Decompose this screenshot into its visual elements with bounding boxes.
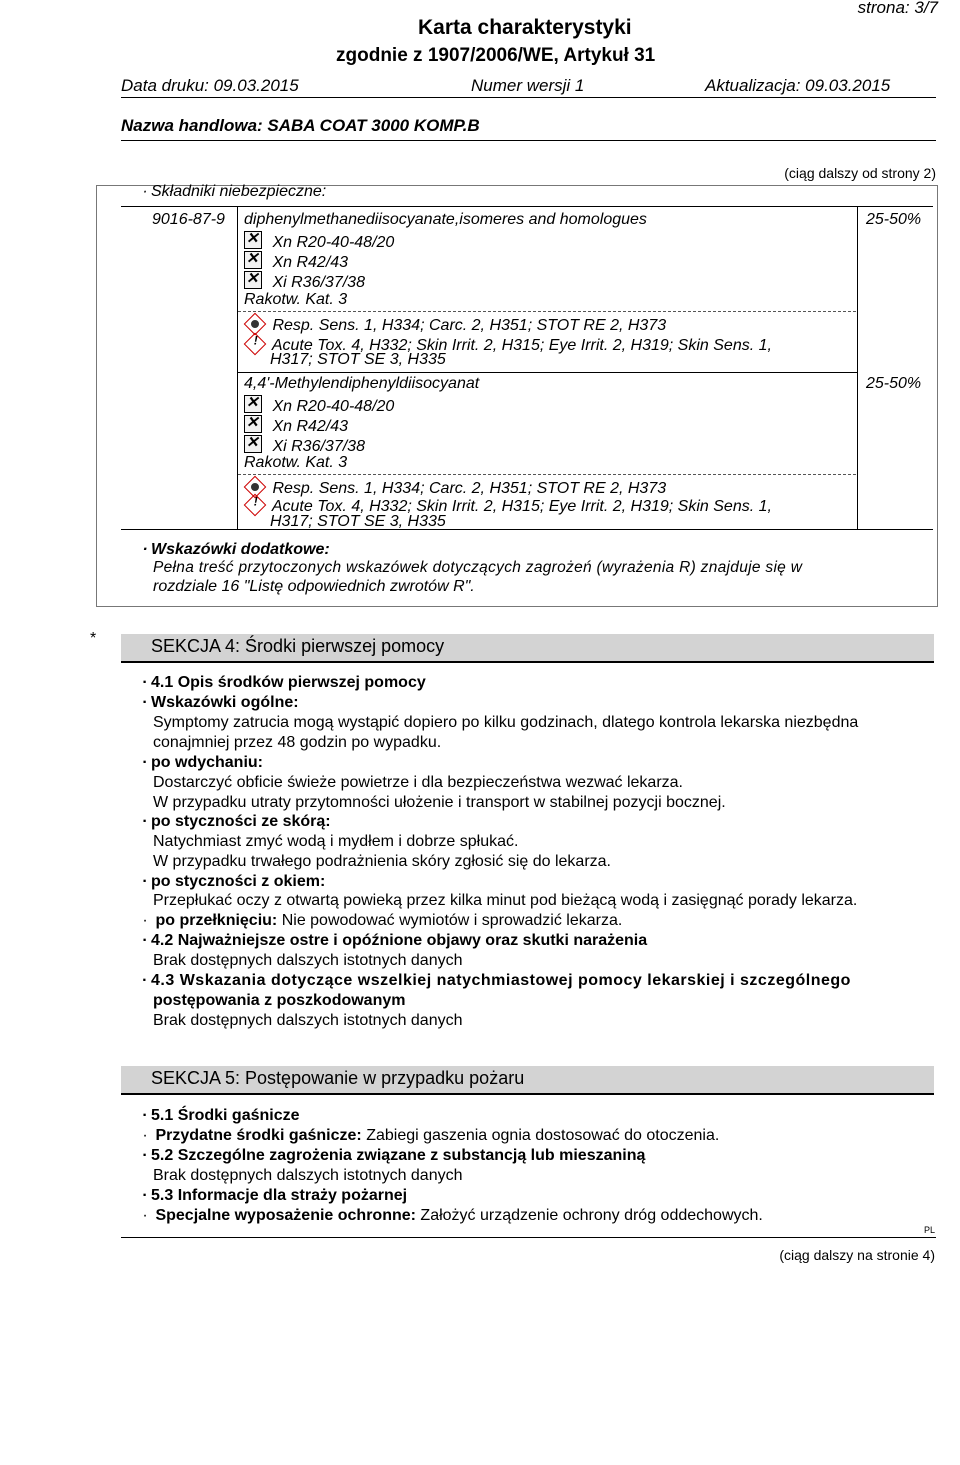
ingredients-heading: · Składniki niebezpieczne:	[153, 183, 326, 201]
col-sep-1	[237, 206, 238, 529]
irritant-x-icon	[244, 435, 262, 453]
revision-marker: *	[90, 630, 97, 647]
skin-contact-text: W przypadku trwałego podrażnienia skóry zgłosić się do lekarza.	[153, 853, 611, 870]
dashed-separator	[238, 311, 856, 312]
h-phrase: H317; STOT SE 3, H335	[270, 351, 446, 368]
page-number: strona: 3/7	[857, 0, 938, 17]
harmful-x-icon	[244, 415, 262, 433]
ingredient-name: 4,4'-Methylendiphenyldiisocyanat	[244, 375, 480, 392]
subsection-4-3: postępowania z poszkodowanym	[153, 992, 406, 1009]
general-advice-text: Symptomy zatrucia mogą wystąpić dopiero po kilku godzinach, dlatego kontrola lekarska niezbędna	[153, 714, 859, 731]
r-phrase-row	[244, 271, 365, 292]
concentration: 25-50%	[866, 375, 922, 392]
ingestion-text: Nie powodować wymiotów i sprowadzić lekarza.	[281, 912, 623, 929]
subsection-4-2: · 4.2 Najważniejsze ostre i opóźnione objawy oraz skutki narażenia	[153, 932, 647, 950]
r-phrase-row	[244, 435, 365, 456]
exclamation-icon	[244, 333, 267, 356]
header-rule	[121, 97, 936, 98]
harmful-x-icon	[244, 251, 262, 269]
skin-contact-text: Natychmiast zmyć wodą i mydłem i dobrze spłukać.	[153, 833, 519, 850]
subsection-5-1: · 5.1 Środki gaśnicze	[153, 1107, 300, 1125]
section-5-title: SEKCJA 5: Postępowanie w przypadku pożaru	[151, 1068, 525, 1088]
inhalation-text: Dostarczyć obficie świeże powietrze i dla bezpieczeństwa wezwać lekarza.	[153, 774, 683, 791]
document-subtitle: zgodnie z 1907/2006/WE, Artykuł 31	[336, 45, 656, 66]
r-phrase: Xn R20-40-48/20	[272, 234, 395, 251]
additional-info-text: Pełna treść przytoczonych wskazówek dotyczących zagrożeń (wyrażenia R) znajduje się w	[153, 559, 803, 576]
subsection-4-2-text: Brak dostępnych dalszych istotnych danych	[153, 952, 463, 969]
subsection-4-1: · 4.1 Opis środków pierwszej pomocy	[153, 674, 426, 692]
version-number: Numer wersji 1	[471, 76, 585, 95]
general-advice-heading: · Wskazówki ogólne:	[153, 694, 299, 712]
ingredients-bottom-rule	[121, 529, 933, 530]
continued-from: (ciąg dalszy od strony 2)	[784, 165, 936, 181]
carcinogen-category: Rakotw. Kat. 3	[244, 291, 348, 308]
h-phrase: Resp. Sens. 1, H334; Carc. 2, H351; STOT RE 2, H373	[272, 480, 667, 497]
col-sep-2	[857, 206, 858, 529]
additional-info-text: rozdziale 16 "Listę odpowiednich zwrotów R".	[153, 578, 475, 595]
concentration: 25-50%	[866, 211, 922, 228]
ingredients-top-rule	[121, 206, 933, 207]
update-date: Aktualizacja: 09.03.2015	[705, 76, 891, 95]
suitable-media-row	[153, 1127, 719, 1145]
h-phrase: Acute Tox. 4, H332; Skin Irrit. 2, H315; Eye Irrit. 2, H319; Skin Sens. 1,	[271, 498, 772, 515]
subsection-5-3: · 5.3 Informacje dla straży pożarnej	[153, 1187, 407, 1205]
protective-equipment-row	[153, 1207, 763, 1225]
harmful-x-icon	[244, 231, 262, 249]
subsection-5-2-text: Brak dostępnych dalszych istotnych danych	[153, 1167, 463, 1184]
eye-contact-text: Przepłukać oczy z otwartą powieką przez kilka minut pod bieżącą wodą i zasięgnąć porady lekarza.	[153, 892, 858, 909]
row-separator	[238, 372, 857, 373]
h-phrase: Resp. Sens. 1, H334; Carc. 2, H351; STOT RE 2, H373	[272, 317, 667, 334]
cas-number: 9016-87-9	[152, 211, 225, 228]
section-4-title: SEKCJA 4: Środki pierwszej pomocy	[151, 636, 445, 656]
suitable-media-heading: Przydatne środki gaśnicze:	[155, 1127, 362, 1144]
ingredient-name: diphenylmethanediisocyanate,isomeres and homologues	[244, 211, 647, 228]
carcinogen-category: Rakotw. Kat. 3	[244, 454, 348, 471]
r-phrase-row	[244, 415, 348, 436]
r-phrase: Xi R36/37/38	[272, 274, 365, 291]
trade-name-rule	[121, 140, 936, 141]
general-advice-text: conajmniej przez 48 godzin po wypadku.	[153, 734, 442, 751]
subsection-4-3: · 4.3 Wskazania dotyczące wszelkiej natychmiastowej pomocy lekarskiej i szczególnego	[153, 972, 851, 990]
r-phrase-row	[244, 251, 348, 272]
subsection-5-2: · 5.2 Szczególne zagrożenia związane z substancją lub mieszaniną	[153, 1147, 645, 1165]
h-phrase-row	[244, 314, 666, 335]
section-5-header	[121, 1066, 934, 1095]
footer-rule	[121, 1237, 936, 1238]
ingestion-row	[153, 912, 622, 930]
print-date: Data druku: 09.03.2015	[121, 76, 299, 95]
document-title: Karta charakterystyki	[418, 16, 632, 39]
harmful-x-icon	[244, 395, 262, 413]
subsection-4-3-text: Brak dostępnych dalszych istotnych danych	[153, 1012, 463, 1029]
protective-equipment-heading: Specjalne wyposażenie ochronne:	[155, 1207, 416, 1224]
irritant-x-icon	[244, 271, 262, 289]
suitable-media-text: Zabiegi gaszenia ognia dostosować do otoczenia.	[366, 1127, 720, 1144]
exclamation-icon	[244, 494, 267, 517]
continued-to: (ciąg dalszy na stronie 4)	[779, 1247, 935, 1263]
inhalation-heading: · po wdychaniu:	[153, 754, 263, 772]
h-phrase: Acute Tox. 4, H332; Skin Irrit. 2, H315; Eye Irrit. 2, H319; Skin Sens. 1,	[271, 337, 772, 354]
r-phrase: Xn R42/43	[272, 254, 349, 271]
dashed-separator	[238, 474, 856, 475]
r-phrase-row	[244, 231, 394, 252]
ingestion-heading: po przełknięciu:	[155, 912, 278, 929]
inhalation-text: W przypadku utraty przytomności ułożenie i transport w stabilnej pozycji bocznej.	[153, 794, 726, 811]
protective-equipment-text: Założyć urządzenie ochrony dróg oddechowych.	[420, 1207, 763, 1224]
r-phrase: Xi R36/37/38	[272, 438, 365, 455]
skin-contact-heading: · po styczności ze skórą:	[153, 813, 331, 831]
additional-info-heading: · Wskazówki dodatkowe:	[153, 541, 330, 559]
h-phrase: H317; STOT SE 3, H335	[270, 513, 446, 530]
section-4-header	[121, 634, 934, 663]
eye-contact-heading: · po styczności z okiem:	[153, 873, 325, 891]
language-code: PL	[924, 1225, 936, 1235]
r-phrase: Xn R20-40-48/20	[272, 398, 395, 415]
r-phrase: Xn R42/43	[272, 418, 349, 435]
trade-name: Nazwa handlowa: SABA COAT 3000 KOMP.B	[121, 116, 480, 135]
r-phrase-row	[244, 395, 394, 416]
